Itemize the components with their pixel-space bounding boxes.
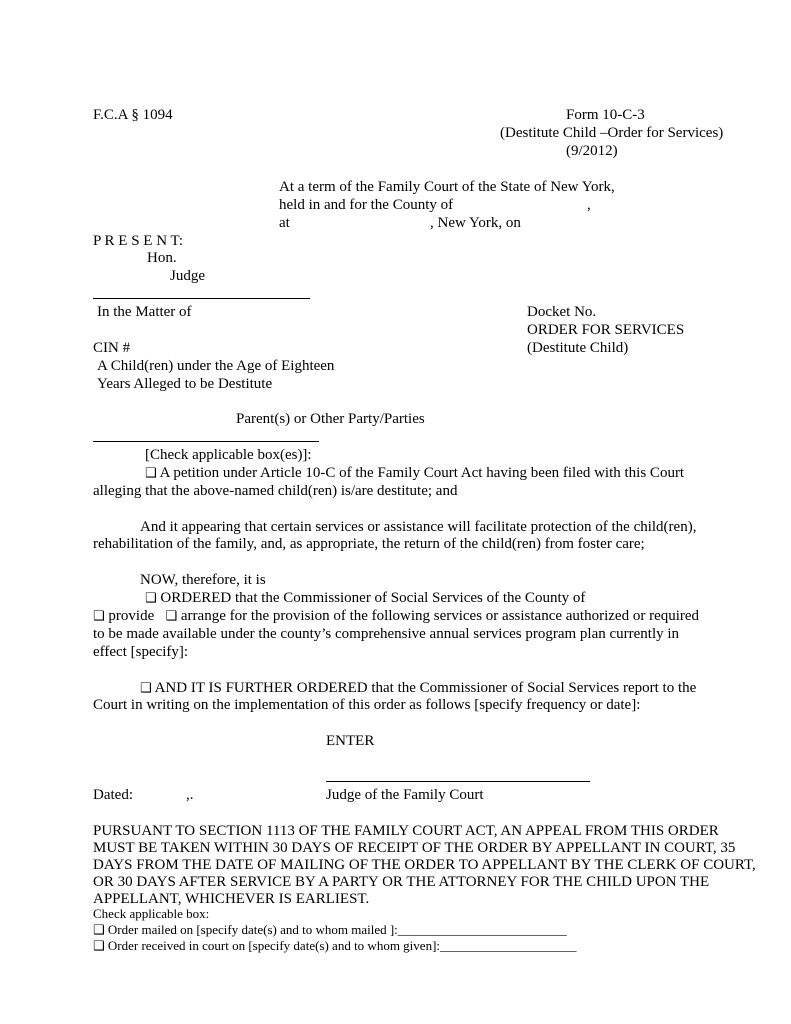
order-received-checkbox[interactable]: ❑	[93, 939, 105, 954]
appeal-notice-line3: DAYS FROM THE DATE OF MAILING OF THE ORDER TO APPELLANT BY THE CLERK OF COURT,	[93, 857, 756, 873]
caption-child-line2: Years Alleged to be Destitute	[97, 376, 273, 392]
services-line2: to be made available under the county’s comprehensive annual services program plan currently in	[93, 626, 680, 642]
caption-child-line1: A Child(ren) under the Age of Eighteen	[97, 358, 335, 374]
court-term-at: at	[279, 215, 290, 231]
present-label: P R E S E N T:	[93, 233, 184, 249]
order-received-text: Order received in court on [specify date(s) and to whom given]:_____________________	[107, 938, 577, 953]
court-term-line2: held in and for the County of	[279, 197, 454, 213]
order-received-row	[93, 938, 577, 955]
services-line3: effect [specify]:	[93, 644, 189, 660]
form-number: Form 10-C-3	[566, 107, 645, 123]
docket-number: Docket No.	[527, 304, 597, 320]
caption-parents: Parent(s) or Other Party/Parties	[236, 411, 425, 427]
now-therefore: NOW, therefore, it is	[140, 572, 266, 588]
form-date: (9/2012)	[566, 143, 618, 159]
court-term-new-york: , New York, on	[430, 215, 521, 231]
caption-matter: In the Matter of	[97, 304, 192, 320]
court-term-line1: At a term of the Family Court of the State of New York,	[279, 179, 615, 195]
further-line1: AND IT IS FURTHER ORDERED that the Commissioner of Social Services report to the	[154, 680, 697, 696]
caption-cin: CIN #	[93, 340, 131, 356]
provide-arrange-clause	[93, 607, 699, 626]
appeal-notice-line5: APPELLANT, WHICHEVER IS EARLIEST.	[93, 891, 370, 907]
court-term-comma: ,	[587, 197, 591, 213]
arrange-text: arrange for the provision of the following services or assistance authorized or required	[180, 608, 700, 624]
check-applicable-instruction: [Check applicable box(es)]:	[145, 447, 312, 463]
appearing-line1: And it appearing that certain services or assistance will facilitate protection of the child(ren),	[140, 519, 697, 535]
caption-bottom-rule	[93, 441, 319, 442]
present-hon: Hon.	[147, 250, 177, 266]
arrange-checkbox[interactable]: ❑	[165, 609, 178, 624]
dated-label: Dated:	[93, 787, 133, 803]
dated-separator: ,.	[186, 787, 194, 803]
provide-label: provide	[108, 608, 155, 624]
petition-checkbox[interactable]: ❑	[145, 466, 157, 481]
order-title: ORDER FOR SERVICES	[527, 322, 685, 338]
judge-signature-label: Judge of the Family Court	[326, 787, 484, 803]
petition-line2: alleging that the above-named child(ren) is/are destitute; and	[93, 483, 458, 499]
statute-reference: F.C.A § 1094	[93, 107, 173, 123]
further-line2: Court in writing on the implementation of this order as follows [specify frequency or date]:	[93, 697, 641, 713]
form-subtitle: (Destitute Child –Order for Services)	[500, 125, 724, 141]
appearing-line2: rehabilitation of the family, and, as appropriate, the return of the child(ren) from foster care;	[93, 536, 645, 552]
petition-line1: A petition under Article 10-C of the Family Court Act having been filed with this Court	[159, 465, 685, 481]
appeal-notice-line4: OR 30 DAYS AFTER SERVICE BY A PARTY OR THE ATTORNEY FOR THE CHILD UPON THE	[93, 874, 710, 890]
appeal-notice-line2: MUST BE TAKEN WITHIN 30 DAYS OF RECEIPT OF THE ORDER BY APPELLANT IN COURT, 35	[93, 840, 736, 856]
order-mailed-text: Order mailed on [specify date(s) and to whom mailed ]:__________________________	[107, 922, 567, 937]
ordered-checkbox[interactable]: ❑	[145, 591, 157, 606]
footer-check-applicable: Check applicable box:	[93, 906, 210, 921]
further-ordered-checkbox[interactable]: ❑	[140, 681, 152, 696]
petition-clause	[145, 464, 684, 483]
ordered-clause	[145, 589, 585, 608]
enter-label: ENTER	[326, 733, 375, 749]
order-subtitle: (Destitute Child)	[527, 340, 629, 356]
appeal-notice-line1: PURSUANT TO SECTION 1113 OF THE FAMILY COURT ACT, AN APPEAL FROM THIS ORDER	[93, 823, 719, 839]
provide-checkbox[interactable]: ❑	[93, 609, 105, 624]
signature-line	[326, 781, 590, 782]
present-judge: Judge	[170, 268, 205, 284]
ordered-text: ORDERED that the Commissioner of Social Services of the County of	[160, 590, 586, 606]
caption-top-rule	[93, 298, 310, 299]
order-mailed-row	[93, 922, 567, 939]
order-mailed-checkbox[interactable]: ❑	[93, 923, 105, 938]
